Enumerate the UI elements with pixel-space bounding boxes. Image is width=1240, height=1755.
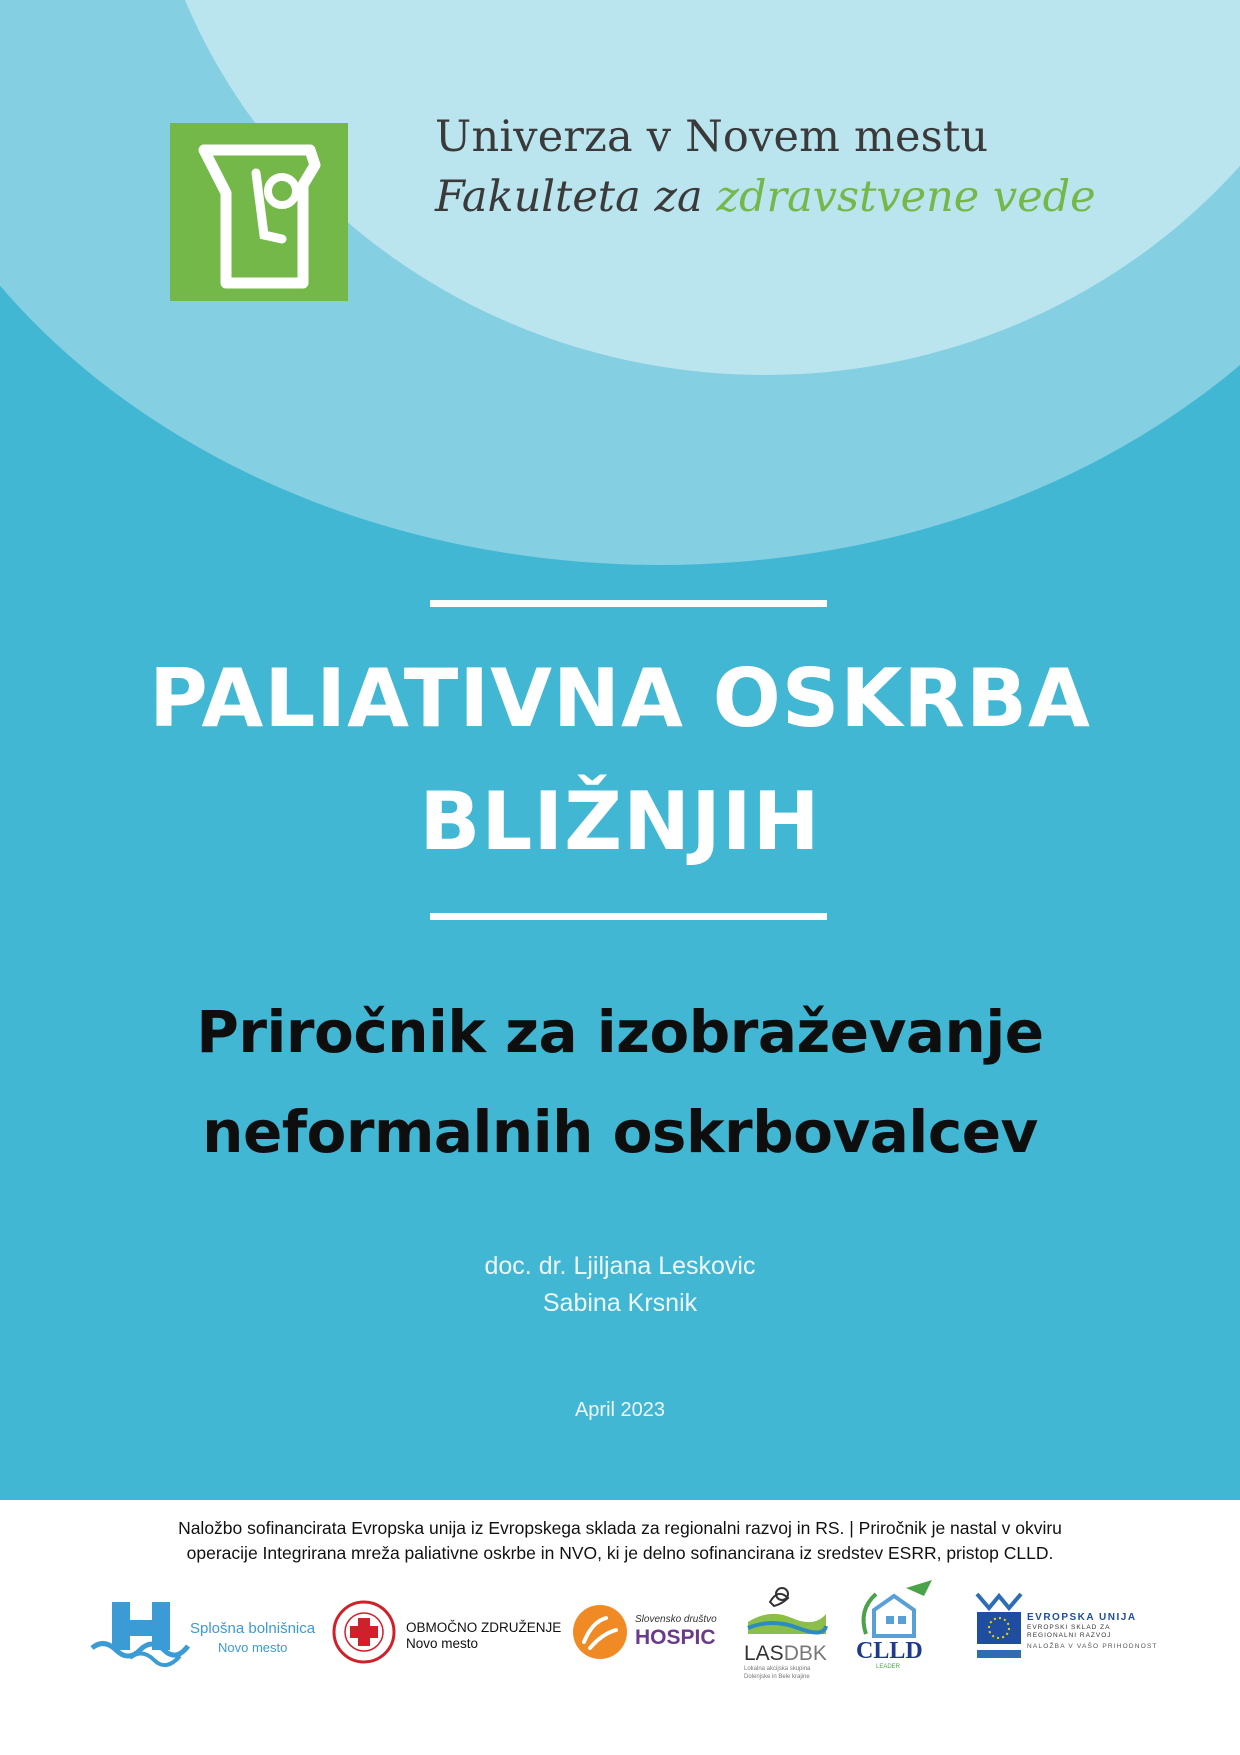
clld-logo — [848, 1580, 938, 1672]
eu-line1: EVROPSKA UNIJA — [1027, 1612, 1137, 1623]
red-cross-logo — [332, 1600, 562, 1666]
eu-logo — [975, 1592, 1175, 1662]
hospic-name: HOSPIC — [635, 1626, 716, 1649]
hospic-society: Slovensko društvo — [635, 1614, 717, 1625]
faculty-name-part2: zdravstvene vede — [716, 172, 1096, 222]
publication-date: April 2023 — [574, 1399, 666, 1421]
hospital-logo-icon — [90, 1598, 200, 1670]
hospic-icon — [572, 1604, 628, 1660]
title-divider-top — [430, 600, 827, 607]
eu-line3: REGIONALNI RAZVOJ — [1027, 1632, 1112, 1639]
las-name: LASDBK — [744, 1642, 827, 1665]
main-title-line1: PALIATIVNA OSKRBA — [149, 652, 1091, 745]
las-icon — [742, 1584, 828, 1640]
hospital-name: Splošna bolnišnica — [190, 1620, 316, 1637]
clld-name: CLLD — [856, 1638, 923, 1664]
las-desc1: Lokalna akcijska skupina — [744, 1666, 811, 1672]
hospital-logo — [90, 1598, 315, 1670]
red-cross-name: OBMOČNO ZDRUŽENJE — [406, 1620, 562, 1635]
clld-icon — [848, 1580, 938, 1642]
subtitle-line2: neformalnih oskrbovalcev — [202, 1098, 1038, 1166]
las-desc2: Dolenjske in Bele krajine — [744, 1674, 810, 1680]
funding-note-line1: Naložbo sofinancirata Evropska unija iz Evropskega sklada za regionalni razvoj in RS. | Priročnik je nastal v okviru — [178, 1518, 1062, 1538]
faculty-name-part1: Fakulteta za — [435, 172, 703, 222]
red-cross-city: Novo mesto — [406, 1636, 479, 1651]
main-title-line2: BLIŽNJIH — [419, 775, 821, 868]
faculty-logo-icon — [170, 123, 348, 301]
eu-flag-icon — [975, 1592, 1023, 1658]
author-1: doc. dr. Ljiljana Leskovic — [484, 1252, 756, 1280]
eu-line4: NALOŽBA V VAŠO PRIHODNOST — [1027, 1643, 1158, 1650]
eu-line2: EVROPSKI SKLAD ZA — [1027, 1624, 1111, 1631]
red-cross-icon — [332, 1600, 396, 1664]
las-logo — [742, 1584, 828, 1684]
subtitle-line1: Priročnik za izobraževanje — [196, 998, 1044, 1066]
funding-note-line2: operacije Integrirana mreža paliativne oskrbe in NVO, ki je delno sofinancirana iz sredstev ESRR, pristop CLLD. — [186, 1543, 1054, 1563]
faculty-name — [435, 172, 1096, 222]
hospic-logo — [572, 1604, 717, 1664]
university-name: Univerza v Novem mestu — [435, 112, 989, 162]
title-divider-bottom — [430, 913, 827, 920]
hospital-city: Novo mesto — [218, 1640, 288, 1655]
author-2: Sabina Krsnik — [542, 1289, 698, 1317]
clld-leader: LEADER — [876, 1664, 901, 1670]
